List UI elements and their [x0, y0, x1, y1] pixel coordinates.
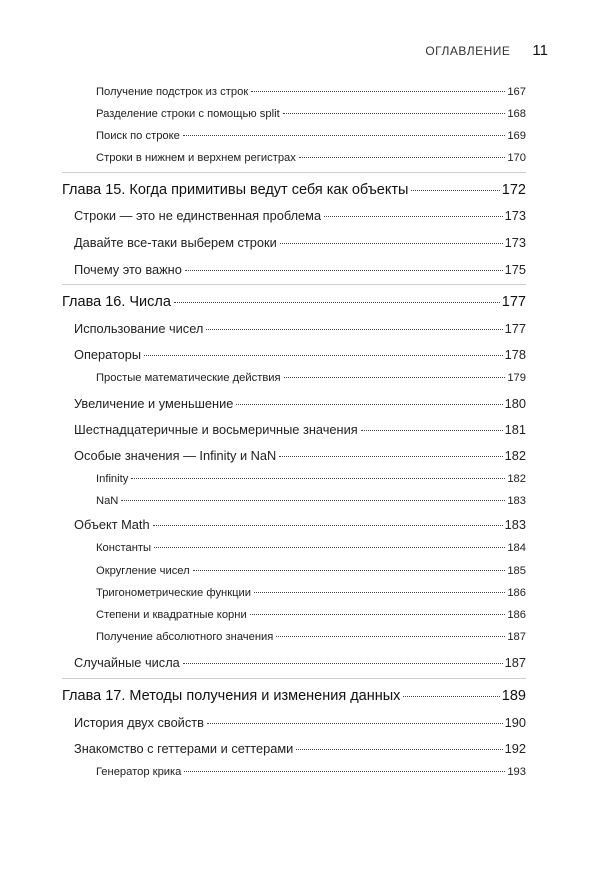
- toc-entry-title: Генератор крика: [96, 766, 182, 778]
- toc-entry-page: 185: [507, 565, 526, 577]
- dot-leader: [324, 216, 503, 217]
- toc-entry: [96, 473, 526, 485]
- toc-chapter: [62, 294, 526, 310]
- page-number: 11: [532, 42, 548, 59]
- dot-leader: [283, 113, 506, 114]
- toc-entry-page: 183: [507, 495, 526, 507]
- chapter-divider: [62, 678, 526, 679]
- toc-entry-page: 181: [504, 422, 526, 437]
- toc-entry: [96, 372, 526, 384]
- toc-entry: [96, 542, 526, 554]
- dot-leader: [250, 614, 506, 615]
- toc-entry: [96, 609, 526, 621]
- dot-leader: [276, 636, 505, 637]
- dot-leader: [121, 500, 505, 501]
- toc-chapter: [62, 688, 526, 704]
- toc-entry-title: Поиск по строке: [96, 130, 180, 142]
- toc-entry: [74, 715, 526, 730]
- dot-leader: [174, 302, 500, 303]
- dot-leader: [361, 430, 503, 431]
- toc-entry: [96, 86, 526, 98]
- toc-entry-title: Тригонометрические функции: [96, 587, 252, 599]
- toc-entry-title: Операторы: [74, 347, 142, 362]
- toc-entry: [96, 766, 526, 778]
- dot-leader: [411, 190, 499, 191]
- dot-leader: [183, 135, 505, 136]
- toc-entry-title: Особые значения — Infinity и NaN: [74, 448, 277, 463]
- dot-leader: [207, 723, 503, 724]
- toc-entry-page: 169: [507, 130, 526, 142]
- toc-entry: [74, 262, 526, 277]
- toc-entry: [96, 565, 526, 577]
- toc-entry: [96, 587, 526, 599]
- toc-entry: [74, 422, 526, 437]
- dot-leader: [279, 456, 502, 457]
- toc-entry-title: Строки — это не единственная проблема: [74, 208, 322, 223]
- running-title: ОГЛАВЛЕНИЕ: [425, 44, 511, 58]
- toc-entry-page: 170: [507, 152, 526, 164]
- toc-entry-title: Константы: [96, 542, 152, 554]
- toc-entry-page: 182: [504, 448, 526, 463]
- toc-entry: [74, 208, 526, 223]
- toc-chapter-title: Глава 16. Числа: [62, 294, 171, 310]
- dot-leader: [154, 547, 505, 548]
- toc-entry-title: Простые математические действия: [96, 372, 281, 384]
- toc-chapter-page: 172: [501, 182, 526, 198]
- toc-entry: [74, 321, 526, 336]
- dot-leader: [184, 771, 505, 772]
- toc-entry: [74, 396, 526, 411]
- dot-leader: [403, 696, 499, 697]
- toc-entry-page: 180: [504, 396, 526, 411]
- dot-leader: [193, 570, 506, 571]
- toc-entry: [96, 495, 526, 507]
- toc-entry-page: 178: [504, 347, 526, 362]
- toc-entry: [96, 631, 526, 643]
- toc-entry-title: Получение подстрок из строк: [96, 86, 249, 98]
- toc-entry-title: Округление чисел: [96, 565, 190, 577]
- dot-leader: [280, 243, 503, 244]
- toc-entry-page: 192: [504, 741, 526, 756]
- toc-entry-page: 190: [504, 715, 526, 730]
- dot-leader: [183, 663, 503, 664]
- toc-entry: [74, 517, 526, 532]
- toc-entry-title: Почему это важно: [74, 262, 182, 277]
- toc-entry: [74, 448, 526, 463]
- toc-entry-page: 173: [504, 235, 526, 250]
- toc-entry-title: Infinity: [96, 473, 129, 485]
- dot-leader: [284, 377, 506, 378]
- toc-entry-title: Использование чисел: [74, 321, 204, 336]
- dot-leader: [131, 478, 505, 479]
- dot-leader: [296, 749, 502, 750]
- dot-leader: [144, 355, 503, 356]
- toc-entry-page: 173: [504, 208, 526, 223]
- dot-leader: [299, 157, 505, 158]
- dot-leader: [153, 525, 503, 526]
- toc-chapter-title: Глава 15. Когда примитивы ведут себя как объекты: [62, 182, 409, 198]
- toc-entry-page: 175: [504, 262, 526, 277]
- toc-entry-title: Строки в нижнем и верхнем регистрах: [96, 152, 296, 164]
- toc-entry: [96, 130, 526, 142]
- toc-entry-page: 183: [504, 517, 526, 532]
- toc-entry-page: 184: [507, 542, 526, 554]
- toc-entry: [96, 108, 526, 120]
- toc-entry-title: Получение абсолютного значения: [96, 631, 274, 643]
- toc-entry: [74, 655, 526, 670]
- toc-entry-title: NaN: [96, 495, 119, 507]
- toc-entry-page: 177: [504, 321, 526, 336]
- toc-entry-title: Давайте все-таки выберем строки: [74, 235, 277, 250]
- toc-entry-title: Объект Math: [74, 517, 150, 532]
- toc-entry-title: Степени и квадратные корни: [96, 609, 247, 621]
- toc-entry-title: История двух свойств: [74, 715, 204, 730]
- toc-entry-title: Разделение строки с помощью split: [96, 108, 280, 120]
- dot-leader: [185, 270, 503, 271]
- toc-entry-title: Знакомство с геттерами и сеттерами: [74, 741, 294, 756]
- chapter-divider: [62, 284, 526, 285]
- toc-entry-page: 182: [507, 473, 526, 485]
- toc-entry-title: Случайные числа: [74, 655, 180, 670]
- toc-entry-page: 193: [507, 766, 526, 778]
- toc-chapter-title: Глава 17. Методы получения и изменения данных: [62, 688, 401, 704]
- toc-entry-page: 186: [507, 609, 526, 621]
- chapter-divider: [62, 172, 526, 173]
- toc-entry-page: 167: [507, 86, 526, 98]
- dot-leader: [251, 91, 505, 92]
- toc-entry-title: Шестнадцатеричные и восьмеричные значения: [74, 422, 358, 437]
- dot-leader: [236, 404, 502, 405]
- toc-entry-page: 168: [507, 108, 526, 120]
- dot-leader: [206, 329, 502, 330]
- dot-leader: [254, 592, 505, 593]
- toc-entry: [74, 235, 526, 250]
- toc-entry-page: 187: [507, 631, 526, 643]
- toc-entry: [96, 152, 526, 164]
- toc-entry: [74, 741, 526, 756]
- toc-entry-title: Увеличение и уменьшение: [74, 396, 234, 411]
- toc-entry-page: 186: [507, 587, 526, 599]
- toc-entry-page: 187: [504, 655, 526, 670]
- toc-chapter: [62, 182, 526, 198]
- toc-entry-page: 179: [507, 372, 526, 384]
- toc-chapter-page: 189: [501, 688, 526, 704]
- toc-chapter-page: 177: [501, 294, 526, 310]
- toc-entry: [74, 347, 526, 362]
